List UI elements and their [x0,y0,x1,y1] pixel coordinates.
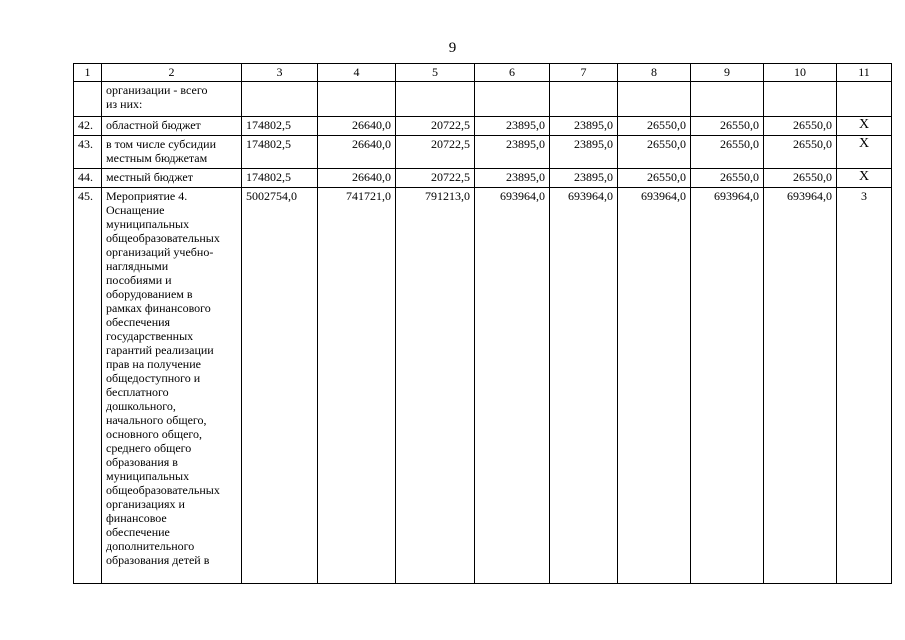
table-row [74,169,892,188]
value-cell: 20722,5 [396,169,475,188]
value-cell [475,82,550,117]
value-cell [550,82,618,117]
row-description: организации - всего из них: [102,82,242,117]
row-description: местный бюджет [102,169,242,188]
value-cell: 693964,0 [618,188,691,584]
row-number: 42. [74,117,102,136]
value-cell: 26550,0 [691,169,764,188]
value-cell: 23895,0 [475,136,550,169]
last-cell: 3 [837,188,892,584]
value-cell: 26550,0 [691,117,764,136]
value-cell: 26640,0 [318,117,396,136]
row-description: Мероприятие 4. Оснащение муниципальных общеобразовательных организаций учебно- наглядными пособиями и оборудованием в рамках финансового обеспечения государственных гарантий реализации прав на получение общедоступного и бесплатного дошкольного, начального общего, основного общего, среднего общего образования в муниципальных общеобразовательных организациях и финансовое обеспечение дополнительного образования детей в [102,188,242,584]
value-cell: 23895,0 [550,169,618,188]
value-cell: 5002754,0 [242,188,318,584]
value-cell: 23895,0 [475,117,550,136]
value-cell [764,82,837,117]
last-cell: X [837,169,892,188]
value-cell: 791213,0 [396,188,475,584]
row-number: 44. [74,169,102,188]
value-cell [318,82,396,117]
column-header: 8 [618,64,691,82]
column-header: 1 [74,64,102,82]
value-cell: 26640,0 [318,169,396,188]
value-cell [691,82,764,117]
row-number: 45. [74,188,102,584]
column-header: 9 [691,64,764,82]
row-description: областной бюджет [102,117,242,136]
table-row [74,82,892,117]
value-cell: 26550,0 [691,136,764,169]
last-cell: X [837,136,892,169]
page-number: 9 [448,40,457,56]
value-cell: 23895,0 [475,169,550,188]
value-cell: 23895,0 [550,136,618,169]
value-cell: 26550,0 [618,136,691,169]
value-cell: 20722,5 [396,136,475,169]
value-cell [242,82,318,117]
value-cell: 693964,0 [475,188,550,584]
column-header: 5 [396,64,475,82]
value-cell: 174802,5 [242,136,318,169]
column-header: 2 [102,64,242,82]
table-row [74,117,892,136]
value-cell: 693964,0 [764,188,837,584]
last-cell [837,82,892,117]
value-cell: 174802,5 [242,169,318,188]
column-header: 7 [550,64,618,82]
value-cell: 26550,0 [618,117,691,136]
header-row [74,64,892,82]
column-header: 10 [764,64,837,82]
last-cell: X [837,117,892,136]
row-number: 43. [74,136,102,169]
column-header: 4 [318,64,396,82]
value-cell [396,82,475,117]
value-cell [618,82,691,117]
value-cell: 26640,0 [318,136,396,169]
budget-table [73,63,892,584]
value-cell: 23895,0 [550,117,618,136]
value-cell: 26550,0 [764,117,837,136]
column-header: 11 [837,64,892,82]
row-description: в том числе субсидии местным бюджетам [102,136,242,169]
column-header: 6 [475,64,550,82]
value-cell: 693964,0 [691,188,764,584]
table-row [74,188,892,584]
column-header: 3 [242,64,318,82]
value-cell: 20722,5 [396,117,475,136]
table-row [74,136,892,169]
row-number [74,82,102,117]
value-cell: 26550,0 [764,169,837,188]
value-cell: 693964,0 [550,188,618,584]
value-cell: 174802,5 [242,117,318,136]
value-cell: 26550,0 [618,169,691,188]
value-cell: 26550,0 [764,136,837,169]
value-cell: 741721,0 [318,188,396,584]
